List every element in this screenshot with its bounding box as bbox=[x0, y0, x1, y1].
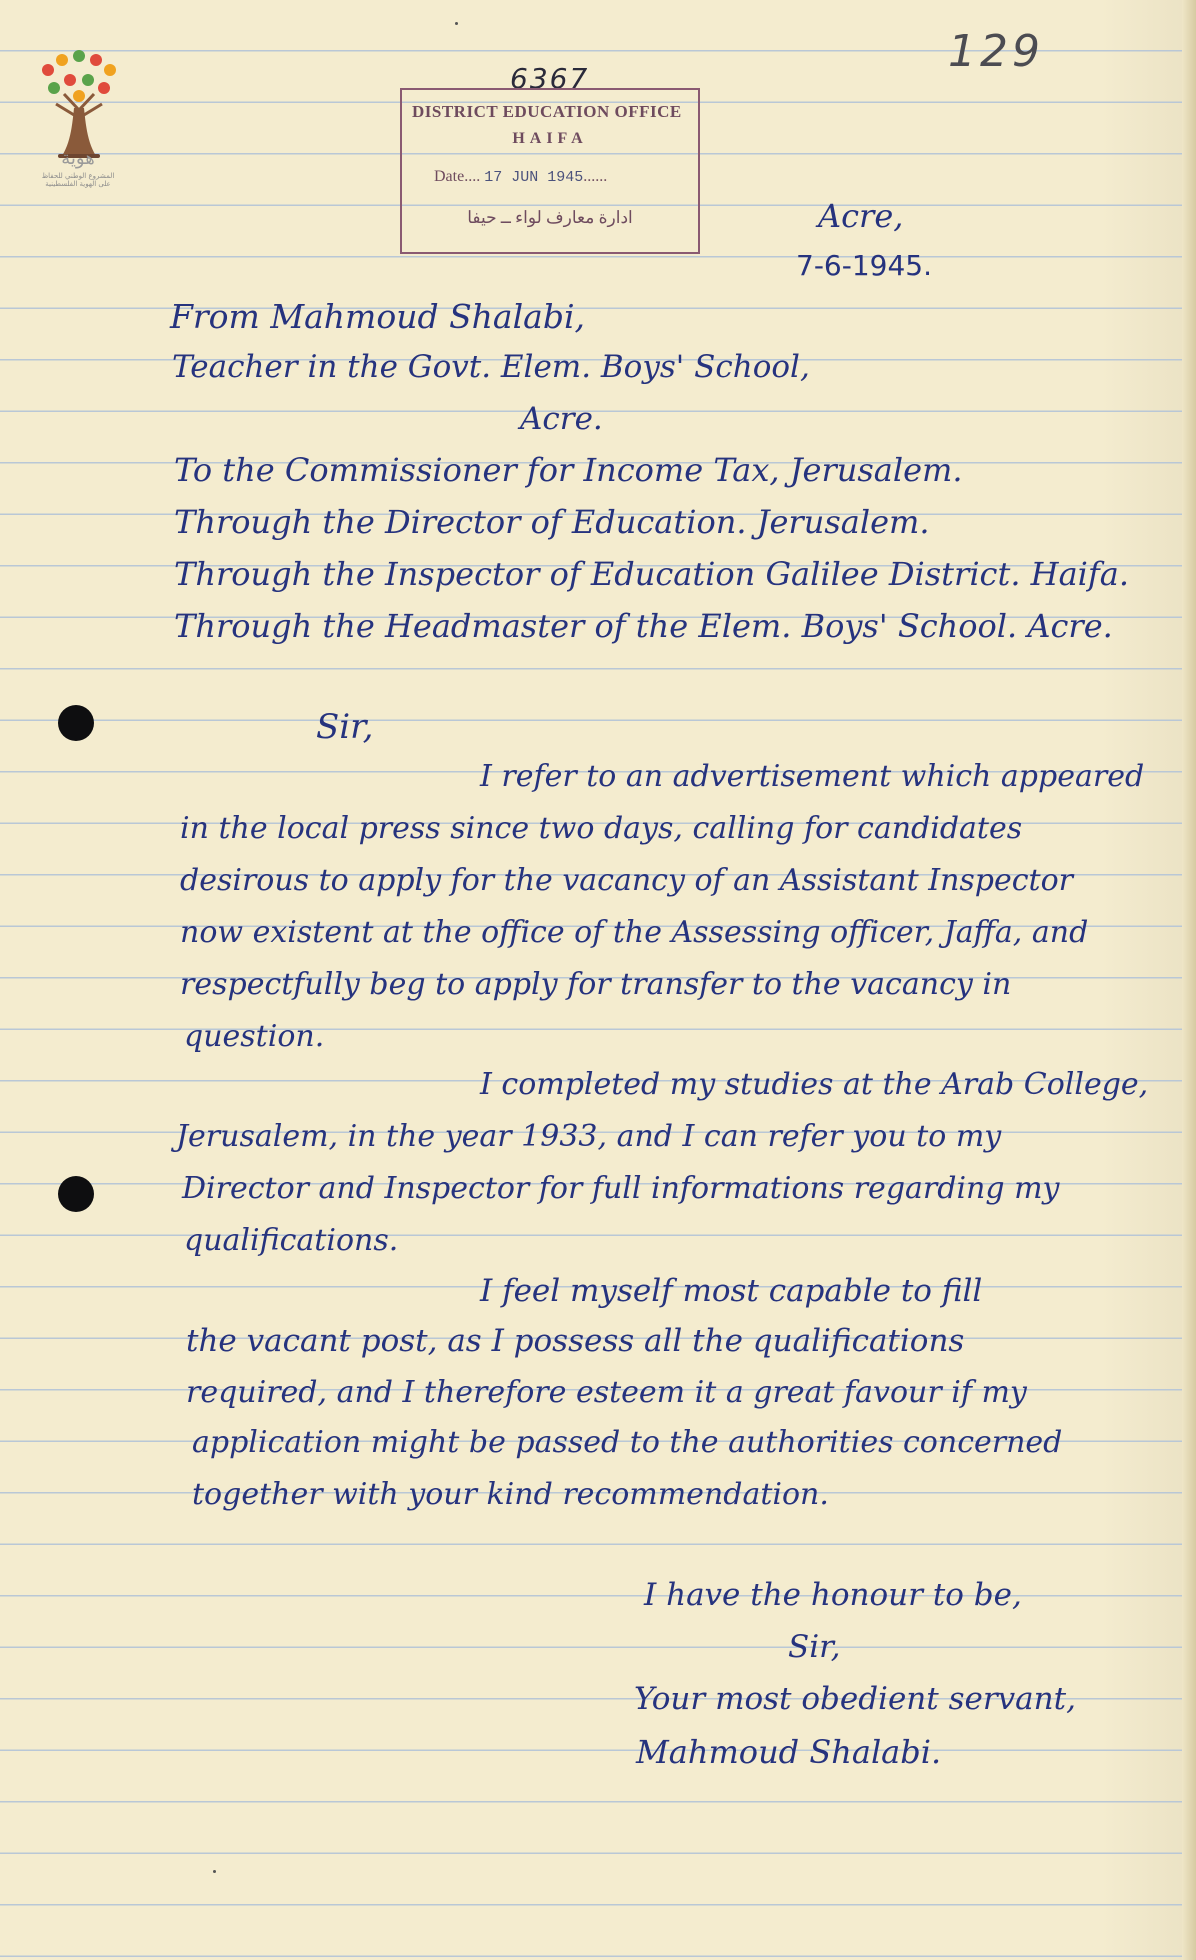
closing-line-3: Your most obedient servant, bbox=[634, 1681, 1076, 1717]
para1-line-4: now existent at the office of the Assessing officer, Jaffa, and bbox=[180, 915, 1089, 950]
to-line-4: Through the Headmaster of the Elem. Boys' School. Acre. bbox=[174, 607, 1113, 645]
stamp-arabic-text: ادارة معارف لواء ــ حيفا bbox=[467, 208, 633, 227]
para3-line-3: required, and I therefore esteem it a great favour if my bbox=[186, 1375, 1027, 1410]
para1-line-2: in the local press since two days, calling for candidates bbox=[180, 811, 1023, 846]
stamp-office-name: DISTRICT EDUCATION OFFICE bbox=[412, 102, 682, 121]
to-line-1: To the Commissioner for Income Tax, Jerusalem. bbox=[174, 451, 963, 489]
para2-line-3: Director and Inspector for full informations regarding my bbox=[182, 1171, 1060, 1206]
para3-line-1: I feel myself most capable to fill bbox=[480, 1273, 983, 1309]
archive-logo-caption: المشروع الوطني للحفاظ على الهوية الفلسطينية bbox=[41, 172, 115, 189]
stamp-city: HAIFA bbox=[512, 130, 588, 147]
letter-place: Acre, bbox=[818, 197, 904, 235]
from-line-1: From Mahmoud Shalabi, bbox=[170, 297, 585, 336]
salutation: Sir, bbox=[316, 707, 374, 747]
signature-name: Mahmoud Shalabi. bbox=[636, 1733, 942, 1771]
page-number: 129 bbox=[948, 26, 1044, 77]
paper-speck bbox=[213, 1870, 216, 1873]
closing-line-2: Sir, bbox=[788, 1629, 841, 1665]
para3-line-4: application might be passed to the authorities concerned bbox=[192, 1425, 1063, 1460]
para1-line-1: I refer to an advertisement which appeared bbox=[480, 759, 1145, 794]
from-line-3: Acre. bbox=[520, 401, 603, 437]
paper-speck bbox=[455, 22, 458, 25]
para3-line-2: the vacant post, as I possess all the qualifications bbox=[186, 1323, 965, 1359]
para2-line-1: I completed my studies at the Arab College, bbox=[480, 1067, 1149, 1102]
para1-line-6: question. bbox=[184, 1019, 325, 1054]
to-line-3: Through the Inspector of Education Galilee District. Haifa. bbox=[174, 555, 1129, 593]
page-edge bbox=[1182, 0, 1196, 1960]
para3-line-5: together with your kind recommendation. bbox=[192, 1477, 829, 1512]
para1-line-5: respectfully beg to apply for transfer to the vacancy in bbox=[180, 967, 1012, 1002]
closing-line-1: I have the honour to be, bbox=[644, 1577, 1022, 1613]
stamp-date-value: 17 JUN 1945 bbox=[484, 169, 584, 186]
punch-hole-bottom bbox=[58, 1176, 94, 1212]
stamp-date-label: Date bbox=[434, 168, 465, 185]
para1-line-3: desirous to apply for the vacancy of an Assistant Inspector bbox=[180, 863, 1073, 898]
from-line-2: Teacher in the Govt. Elem. Boys' School, bbox=[172, 349, 810, 385]
para2-line-2: Jerusalem, in the year 1933, and I can refer you to my bbox=[176, 1119, 1002, 1154]
district-education-stamp bbox=[400, 88, 700, 254]
para2-line-4: qualifications. bbox=[184, 1223, 399, 1258]
to-line-2: Through the Director of Education. Jerusalem. bbox=[174, 503, 930, 541]
letter-date: 7-6-1945. bbox=[796, 249, 932, 282]
archive-logo-word: هوية bbox=[61, 148, 95, 169]
stamp-date-row: Date.... 17 JUN 1945...... bbox=[434, 168, 608, 186]
reference-number: 6367 bbox=[510, 62, 590, 95]
punch-hole-top bbox=[58, 705, 94, 741]
